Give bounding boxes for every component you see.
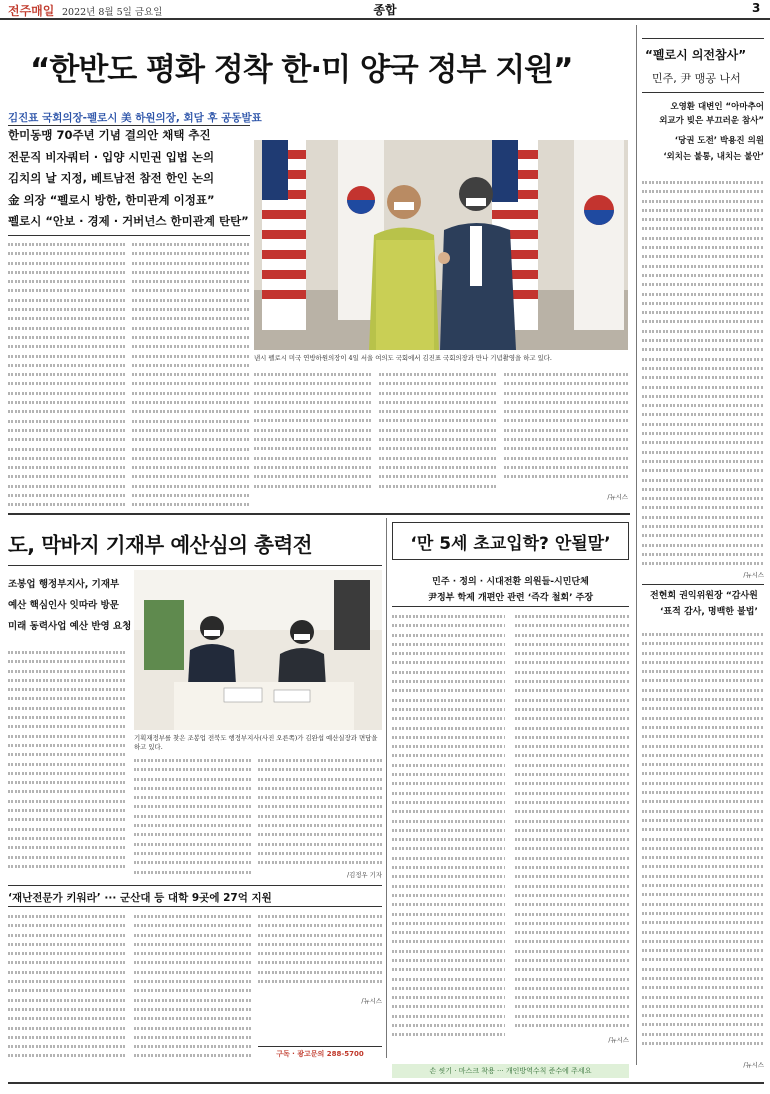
sidebar-quote-2a: ‘당권 도전’ 박용진 의원 (674, 136, 764, 146)
main-body-col2 (132, 240, 250, 510)
main-subhead: 김진표 국회의장-펠로시 美 하원의장, 회담 후 공동발표 (8, 112, 262, 124)
deck-line: 한미동맹 70주년 기념 결의안 채택 추진 (8, 128, 211, 142)
section-name: 종합 (373, 3, 397, 17)
story3-credit: /뉴시스 (608, 1036, 629, 1044)
issue-date: 2022년 8월 5일 금요일 (62, 7, 163, 18)
sidebar-subtitle: 민주, 尹 맹공 나서 (652, 72, 741, 85)
story5-credit: /뉴시스 (361, 997, 382, 1005)
story4-credit: /뉴시스 (743, 1061, 764, 1069)
story3-body-col2 (515, 612, 629, 1032)
meeting-photo-illustration (254, 140, 628, 350)
main-deck (8, 125, 250, 233)
main-headline: “한반도 평화 정착 한·미 양국 정부 지원” (30, 52, 573, 88)
story2-credit: /김정우 기자 (346, 871, 382, 879)
deck-line: 예산 핵심인사 잇따라 방문 (8, 600, 119, 611)
sidebar-body (642, 178, 764, 568)
story3-headline-box (392, 522, 629, 560)
story2-body-col3 (258, 756, 382, 868)
column-divider (636, 25, 637, 1065)
main-body-col5 (504, 370, 628, 492)
story2-deck (8, 574, 131, 637)
divider (8, 885, 382, 886)
deck-line: 펠로시 “안보 · 경제 · 거버넌스 한미관계 탄탄” (8, 214, 249, 228)
story5-body-col2 (134, 912, 252, 1062)
bottom-rule (8, 1082, 764, 1084)
sidebar-quote-1a: 오영환 대변인 “아마추어 (670, 102, 764, 112)
masthead-logo: 전주매일 (8, 4, 55, 18)
divider (8, 565, 382, 566)
story5-body-col3 (258, 912, 382, 992)
deck-line: 金 의장 “펠로시 방한, 한미관계 이정표” (8, 192, 215, 207)
divider (642, 38, 764, 39)
sidebar-quote-2b: ‘외치는 불통, 내치는 불안’ (663, 152, 764, 162)
story3-deck-2: 尹정부 학제 개편안 관련 ‘즉각 철회’ 주장 (427, 593, 594, 603)
story4-body (642, 630, 764, 1055)
deck-line: 김치의 날 지정, 베트남전 참전 한인 논의 (8, 171, 215, 185)
story3-headline: ‘만 5세 초교입학? 안될말’ (410, 533, 611, 554)
deck-line: 미래 동력사업 예산 반영 요청 (8, 621, 132, 632)
ad-subscribe: 구독 · 광고문의 288-5700 (258, 1046, 382, 1060)
main-photo (254, 140, 628, 350)
story3-body-col1 (392, 612, 505, 1042)
main-body-col4 (379, 370, 497, 500)
column-divider (386, 518, 387, 1058)
story2-body-col1 (8, 648, 126, 880)
footer-campaign: 손 씻기 · 마스크 착용 ··· 개인방역수칙 준수에 주세요 (392, 1064, 629, 1078)
deck-line: 조봉업 행정부지사, 기재부 (8, 579, 120, 590)
story4-subtitle: ‘표적 감사, 명백한 불법’ (660, 607, 758, 617)
story2-caption: 기획재정부를 찾은 조봉업 전북도 행정부지사(사진 오른쪽)가 김완섭 예산실장과 면담을 하고 있다. (134, 734, 378, 751)
deck-line: 전문직 비자쿼터 · 입양 시민권 입법 논의 (8, 149, 215, 164)
sidebar-credit: /뉴시스 (743, 571, 764, 579)
divider (642, 92, 764, 93)
main-body-col1 (8, 240, 126, 510)
sidebar-title: “펠로시 의전참사” (645, 48, 747, 62)
divider (642, 584, 764, 585)
divider (392, 606, 629, 607)
story2-body-col2 (134, 756, 252, 880)
story5-body-col1 (8, 912, 126, 1062)
section-divider (8, 513, 630, 515)
main-photo-caption: 낸시 펠로시 미국 연방하원의장이 4일 서울 여의도 국회에서 김진표 국회의장과 만나 기념촬영을 하고 있다. (254, 354, 552, 362)
divider (8, 906, 382, 907)
divider (8, 235, 250, 236)
main-credit: /뉴시스 (607, 493, 628, 501)
page-number: 3 (752, 1, 761, 15)
story4-title: 전현희 권익위원장 “감사원 (650, 591, 758, 601)
story2-headline: 도, 막바지 기재부 예산심의 총력전 (8, 533, 313, 557)
sidebar-quote-1b: 외교가 빚은 부끄러운 참사” (659, 116, 764, 126)
story3-deck-1: 민주 · 정의 · 시대전환 의원들-시민단체 (432, 577, 589, 587)
story5-headline: ‘재난전문가 키워라’ ··· 군산대 등 대학 9곳에 27억 지원 (8, 892, 272, 904)
main-body-col3 (254, 370, 372, 500)
story2-photo (134, 570, 382, 730)
meeting-table-illustration (134, 570, 382, 730)
